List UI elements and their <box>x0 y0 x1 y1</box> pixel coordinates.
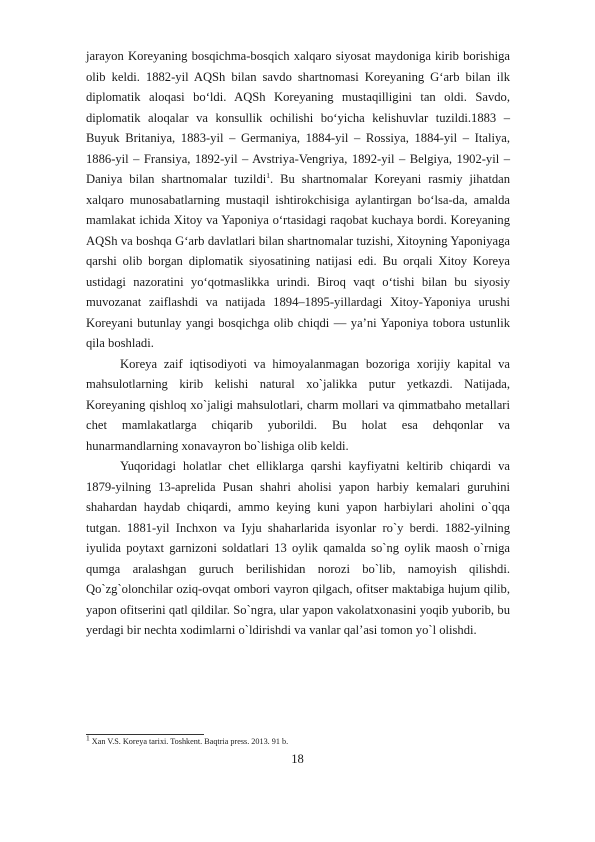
paragraph-2: Koreya zaif iqtisodiyoti va himoyalanmagan bozoriga xorijiy kapital va mahsulotlarning kirib kelishi natural xo`jalikka putur yetkazdi. Natijada, Koreyaning qishloq xo`jaligi mahsulotlari, charm mollari va qimmatbaho metallari chet mamlakatlarga chiqarib yuborildi. Bu holat esa dehqonlar va hunarmandlarning xonavayron bo`lishiga olib keldi. <box>86 356 510 453</box>
footnote-text: Xan V.S. Koreya tarixi. Toshkent. Baqtria press. 2013. 91 b. <box>91 737 289 746</box>
paragraph-1-text-after-note: . Bu shartnomalar Koreyani rasmiy jihatdan xalqaro munosabatlarning mustaqil ishtirokchisiga aylantirgan bo‘lsa-da, amalda mamlakat ichida Xitoy va Yaponiya o‘rtasidagi raqobat kuchaya bordi. Koreyaning AQSh va boshqa G‘arb davlatlari bilan shartnomalar tuzishi, Xitoyning Yaponiyaga qarshi olib borgan diplomatik siyosatining natijasi edi. Bu orqali Xitoy Koreya ustidagi nazoratini yo‘qotmaslikka urindi. Biroq vaqt o‘tishi bilan bu siyosiy muvozanat zaiflashdi va natijada 1894–1895-yillardagi Xitoy-Yaponiya urushi Koreyani butunlay yangi bosqichga olib chiqdi — ya’ni Yaponiya tobora ustunlik qila boshladi. <box>86 172 510 350</box>
paragraph-1-text-before-note: jarayon Koreyaning bosqichma-bosqich xalqaro siyosat maydoniga kirib borishiga olib keldi. 1882-yil AQSh bilan savdo shartnomasi Koreyaning G‘arb bilan ilk diplomatik aloqasi bo‘ldi. AQSh Koreyaning mustaqilligini tan oldi. Savdo, diplomatik aloqalar va konsullik ochilishi bo‘yicha kelishuvlar tuzildi.1883 – Buyuk Britaniya, 1883-yil – Germaniya, 1884-yil – Rossiya, 1884-yil – Italiya, 1886-yil – Fransiya, 1892-yil – Avstriya-Vengriya, 1892-yil – Belgiya, 1902-yil – Daniya bilan shartnomalar tuzildi <box>86 49 510 186</box>
page-number: 18 <box>291 752 304 766</box>
footnote-reference[interactable]: 1 <box>266 170 271 180</box>
body-text <box>86 46 510 641</box>
footnote <box>86 733 510 747</box>
paragraph-3: Yuqoridagi holatlar chet elliklarga qarshi kayfiyatni keltirib chiqardi va 1879-yilning 13-aprelida Pusan shahri aholisi yapon harbiy kemalari guruhini shahardan haydab chiqardi, ammo keying kuni yapon harbiylari aholini o`qqa tutgan. 1881-yil Inchxon va Iyju shaharlarida isyonlar ro`y berdi. 1882-yilning iyulida poytaxt garnizoni soldatlari 13 oylik qamalda so`ng oylik maosh o`rniga qumga aralashgan guruch berilishidan norozi bo`lib, namoyish qilishdi. Qo`zg`olonchilar oziq-ovqat ombori vayron qilgach, ofitser maktabiga hujum qilib, yapon ofitserini qatl qildilar. So`ngra, ular yapon vakolatxonasini yoqib yuborib, bu yerdagi bir nechta xodimlarni o`ldirishdi va vanlar qal’asi tomon yo`l olishdi. <box>86 459 510 637</box>
footnote-separator <box>86 734 204 735</box>
footnote-mark: 1 <box>86 733 90 743</box>
paragraph-1 <box>86 46 510 354</box>
